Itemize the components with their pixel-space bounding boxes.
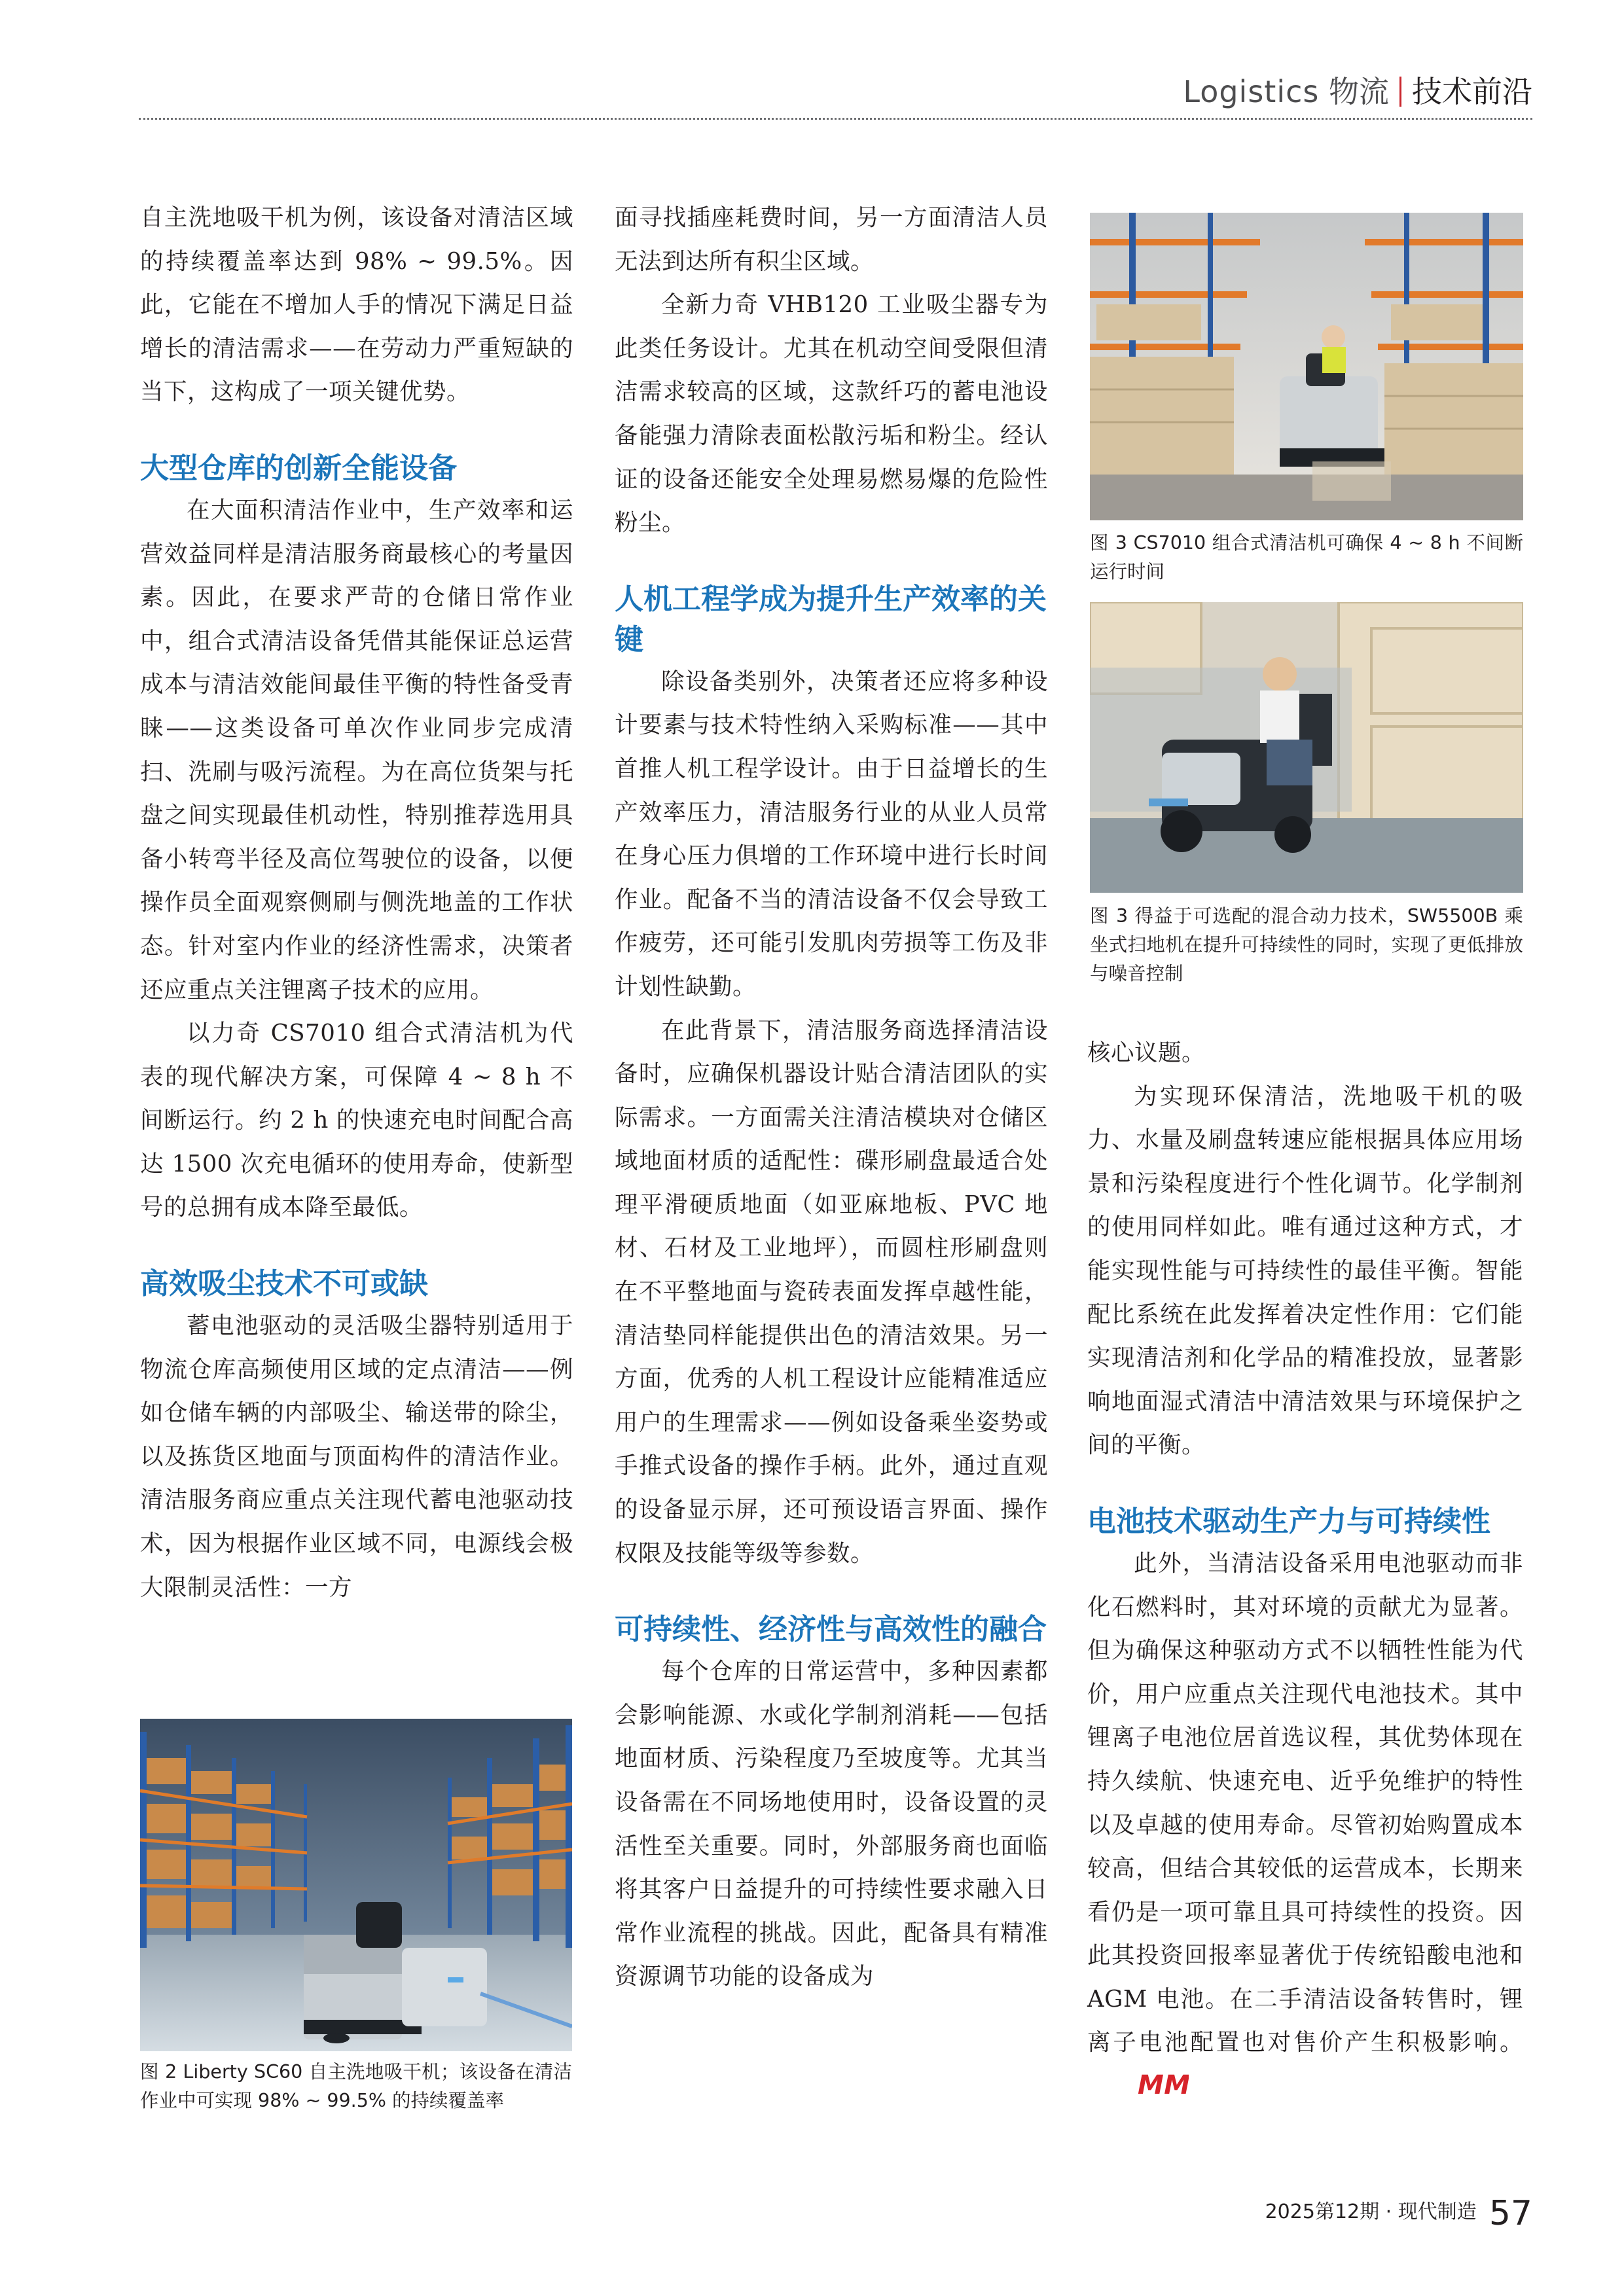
paragraph: 为实现环保清洁，洗地吸干机的吸力、水量及刷盘转速应能根据具体应用场景和污染程度进行个性化调节。化学制剂的使用同样如此。唯有通过这种方式，才能实现性能与可持续性的最佳平衡。智能配比系统在此发挥着决定性作用：它们能实现清洁剂和化学品的精准投放，显著影响地面湿式清洁中清洁效果与环境保护之间的平衡。 xyxy=(1087,1083,1523,1459)
warehouse-scrubber-illustration xyxy=(140,1719,572,2051)
figure-2-caption: 图 2 Liberty SC60 自主洗地吸干机；该设备在清洁作业中可实现 98% ~ 99.5% 的持续覆盖率 xyxy=(140,2061,572,2111)
issue-label: 2025第12期 · 现代制造 xyxy=(1265,2200,1477,2223)
figure-2-photo xyxy=(140,1719,572,2051)
paragraph: 蓄电池驱动的灵活吸尘器特别适用于物流仓库高频使用区域的定点清洁——例如仓储车辆的内部吸尘、输送带的除尘，以及拣货区地面与顶面构件的清洁作业。清洁服务商应重点关注现代蓄电池驱动技术，因为根据作业区域不同，电源线会极大限制灵活性：一方 xyxy=(140,1312,573,1601)
section-heading: 人机工程学成为提升生产效率的关键 xyxy=(615,582,1047,656)
paragraph: 除设备类别外，决策者还应将多种设计要素与技术特性纳入采购标准——其中首推人机工程学设计。由于日益增长的生产效率压力，清洁服务行业的从业人员常在身心压力俱增的工作环境中进行长时间作业。配备不当的清洁设备不仅会导致工作疲劳，还可能引发肌肉劳损等工伤及非计划性缺勤。 xyxy=(615,668,1048,1000)
paragraph: 核心议题。 xyxy=(1087,1039,1206,1066)
ride-on-sweeper-illustration xyxy=(1090,602,1523,893)
column-1 xyxy=(140,196,573,1609)
figure-3b-caption: 图 3 得益于可选配的混合动力技术，SW5500B 乘坐式扫地机在提升可持续性的同时，实现了更低排放与噪音控制 xyxy=(1090,905,1523,984)
paragraph: 在此背景下，清洁服务商选择清洁设备时，应确保机器设计贴合清洁团队的实际需求。一方面需关注清洁模块对仓储区域地面材质的适配性：碟形刷盘最适合处理平滑硬质地面（如亚麻地板、PVC 地材、石材及工业地坪），而圆柱形刷盘则在不平整地面与瓷砖表面发挥卓越性能，清洁垫同样能提供出色的清洁效果。另一方面，优秀的人机工程设计应能精准适应用户的生理需求——例如设备乘坐姿势或手推式设备的操作手柄。此外，通过直观的设备显示屏，还可预设语言界面、操作权限及技能等级等参数。 xyxy=(615,1016,1048,1567)
figure-3a-photo xyxy=(1090,213,1523,520)
paragraph: 以力奇 CS7010 组合式清洁机为代表的现代解决方案，可保障 4 ~ 8 h 不间断运行。约 2 h 的快速充电时间配合高达 1500 次充电循环的使用寿命，使新型号的总拥有成本降至最低。 xyxy=(140,1020,573,1221)
paragraph: 面寻找插座耗费时间，另一方面清洁人员无法到达所有积尘区域。 xyxy=(615,204,1048,275)
paragraph xyxy=(1087,1542,1523,2113)
paragraph: 在大面积清洁作业中，生产效率和运营效益同样是清洁服务商最核心的考量因素。因此，在要求严苛的仓储日常作业中，组合式清洁设备凭借其能保证总运营成本与清洁效能间最佳平衡的特性备受青睐——这类设备可单次作业同步完成清扫、洗刷与吸污流程。为在高位货架与托盘之间实现最佳机动性，特别推荐选用具备小转弯半径及高位驾驶位的设备，以便操作员全面观察侧刷与侧洗地盖的工作状态。针对室内作业的经济性需求，决策者还应重点关注锂离子技术的应用。 xyxy=(140,496,573,1003)
page-header xyxy=(0,0,1624,121)
warehouse-combination-cleaner-illustration xyxy=(1090,213,1523,520)
section-heading: 可持续性、经济性与高效性的融合 xyxy=(615,1613,1047,1647)
page-number: 57 xyxy=(1489,2194,1532,2233)
mm-logo-svg xyxy=(1138,2072,1189,2098)
paragraph: 全新力奇 VHB120 工业吸尘器专为此类任务设计。尤其在机动空间受限但清洁需求较高的区域，这款纤巧的蓄电池设备能强力清除表面松散污垢和粉尘。经认证的设备还能安全处理易燃易爆的危险性粉尘。 xyxy=(615,291,1048,537)
mm-logo-text: MM xyxy=(1138,2072,1189,2098)
running-head-en: Logistics xyxy=(1183,74,1320,109)
figure-3a-caption: 图 3 CS7010 组合式清洁机可确保 4 ~ 8 h 不间断运行时间 xyxy=(1090,532,1523,583)
header-dotted-rule xyxy=(139,118,1532,120)
section-heading: 电池技术驱动生产力与可持续性 xyxy=(1087,1504,1490,1538)
running-head-cn: 物流 xyxy=(1329,74,1389,109)
paragraph: 每个仓库的日常运营中，多种因素都会影响能源、水或化学制剂消耗——包括地面材质、污染程度乃至坡度等。尤其当设备需在不同场地使用时，设备设置的灵活性至关重要。同时，外部服务商也面临将其客户日益提升的可持续性要求融入日常作业流程的挑战。因此，配备具有精准资源调节功能的设备成为 xyxy=(615,1658,1048,1990)
column-3 xyxy=(1087,1031,1523,2113)
section-heading: 高效吸尘技术不可或缺 xyxy=(140,1267,428,1301)
paragraph-text: 此外，当清洁设备采用电池驱动而非化石燃料时，其对环境的贡献尤为显著。但为确保这种驱动方式不以牺牲性能为代价，用户应重点关注现代电池技术。其中锂离子电池位居首选议程，其优势体现在持久续航、快速充电、近乎免维护的特性以及卓越的使用寿命。尽管初始购置成本较高，但结合其较低的运营成本，长期来看仍是一项可靠且具可持续性的投资。因此其投资回报率显著优于传统铅酸电池和 AGM 电池。在二手清洁设备转售时，锂离子电池配置也对售价产生积极影响。 xyxy=(1087,1549,1523,2056)
paragraph: 自主洗地吸干机为例，该设备对清洁区域的持续覆盖率达到 98% ~ 99.5%。因此，它能在不增加人手的情况下满足日益增长的清洁需求——在劳动力严重短缺的当下，这构成了一项关键优势。 xyxy=(140,204,573,406)
running-head-section: 技术前沿 xyxy=(1412,74,1532,109)
running-head xyxy=(1183,68,1532,111)
running-head-divider xyxy=(1399,77,1401,107)
section-heading: 大型仓库的创新全能设备 xyxy=(140,451,457,485)
mm-logo-icon xyxy=(1091,2069,1189,2113)
figure-3b-photo xyxy=(1090,602,1523,893)
column-2 xyxy=(615,196,1048,1999)
page-footer xyxy=(1265,2194,1532,2233)
